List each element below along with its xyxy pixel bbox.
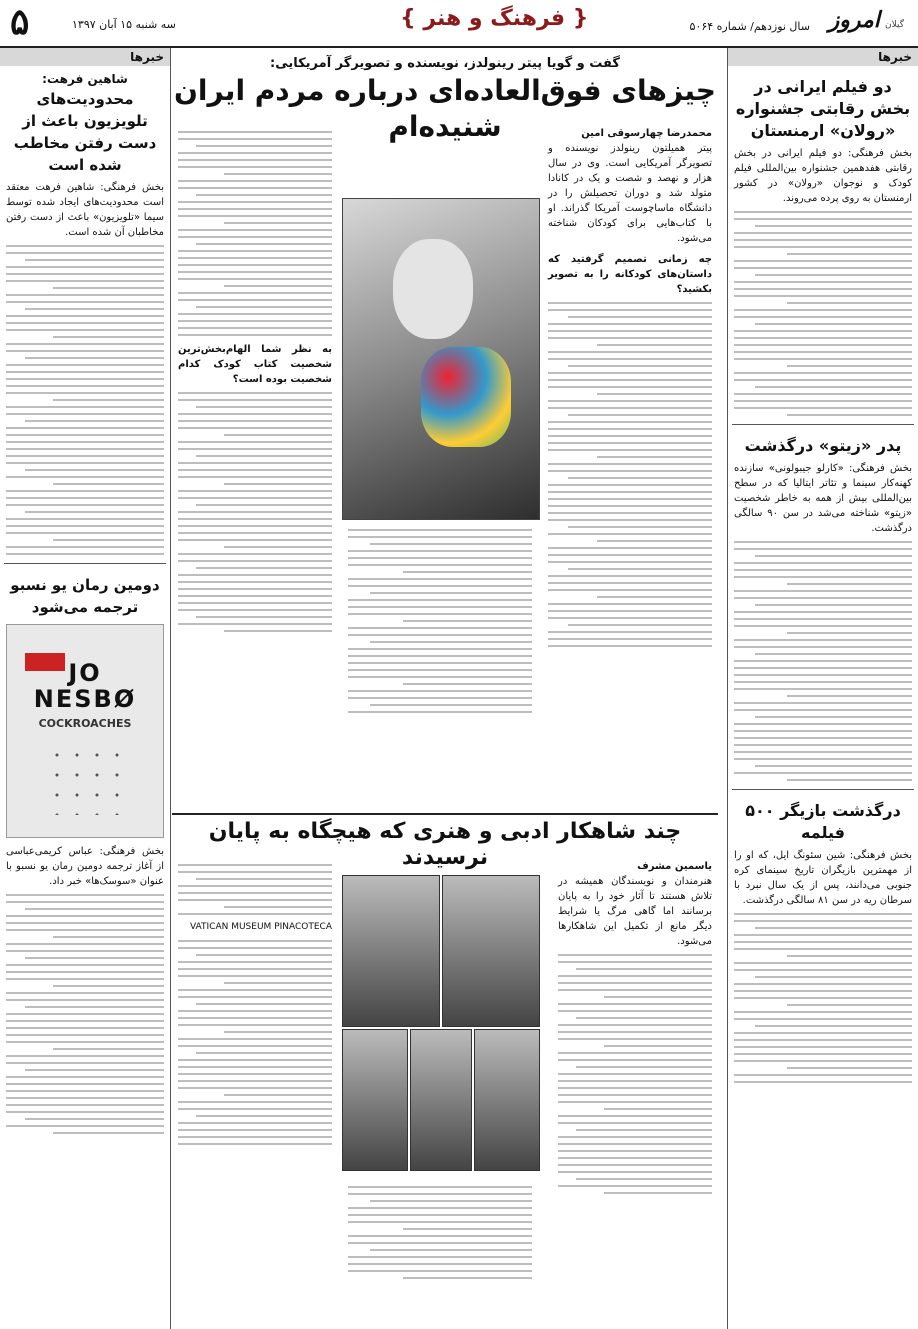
divider [4, 563, 166, 564]
story-title: درگذشت بازیگر ۵۰۰ فیلمه [745, 801, 901, 842]
portrait-photo [410, 1029, 472, 1171]
story-body: بخش فرهنگی: دو فیلم ایرانی در بخش رقابتی هفدهمین جشنواره بین‌المللی فیلم کودک و نوجوان «رولان» در کشور ارمنستان به روی پرده می‌روند. [734, 148, 912, 204]
page-number: ۵ [10, 1, 30, 43]
story-title: دو فیلم ایرانی در بخش رقابتی جشنواره «رولان» ارمنستان [735, 77, 911, 140]
story-body: بخش فرهنگی: شاهین فرهت معتقد است محدودیت‌های ایجاد شده توسط سیما «تلویزیون» باعث از دست رفتن مخاطبان آن شده است. [6, 182, 164, 238]
divider [732, 424, 914, 425]
story-text-block [728, 913, 918, 1083]
interview-text-left [172, 126, 338, 806]
vatican-museum-text: VATICAN MUSEUM [189, 922, 272, 932]
story-title: پدر «زیتو» درگذشت [744, 436, 902, 455]
logo-prefix: گیلان [885, 20, 904, 30]
cockroach-illustration [47, 745, 127, 815]
story-title: دومین رمان یو نسبو ترجمه می‌شود [10, 576, 160, 616]
issue-number: سال نوزدهم/ شماره ۵۰۶۴ [689, 20, 810, 33]
masterpieces-text-center [342, 1181, 538, 1327]
interview-article [172, 48, 718, 808]
divider [732, 789, 914, 790]
portrait-photo [442, 875, 540, 1027]
book-author-last: NESBØ [33, 685, 137, 713]
article-text-block [542, 302, 718, 647]
story-body: بخش فرهنگی: عباس کریمی‌عباسی از آغاز ترجمه دومین رمان یو نسبو با عنوان «سوسک‌ها» خبر داد. [6, 846, 164, 887]
article-byline: محمدرضا چهارسوقی امین [581, 128, 712, 139]
book-title: COCKROACHES [38, 717, 132, 730]
portraits-collage [342, 875, 538, 1175]
interview-text-right [542, 126, 718, 806]
interview-question: به نظر شما الهام‌بخش‌ترین شخصیت کتاب کودک کدام شخصیت بوده است؟ [178, 344, 332, 385]
author-face [393, 239, 473, 339]
issue-date: سه شنبه ۱۵ آبان ۱۳۹۷ [72, 18, 176, 31]
interview-text-center [342, 524, 538, 806]
paint-palette [421, 347, 511, 447]
portrait-photo [342, 875, 440, 1027]
article-title: چند شاهکار ادبی و هنری که هیچگاه به پایان نرسیدند [208, 819, 682, 870]
left-news-column [0, 48, 171, 1329]
newspaper-logo [829, 8, 908, 33]
right-news-column [727, 48, 918, 1329]
news-label: خبرها [728, 48, 918, 66]
pinacoteca-text: PINACOTECA [274, 922, 332, 932]
masterpieces-text-left [172, 859, 338, 1327]
masthead [0, 0, 918, 48]
masterpieces-text-right [552, 859, 718, 1327]
story-text-block [728, 211, 918, 416]
book-badge [25, 653, 65, 671]
book-author-first: JO [68, 659, 102, 687]
portrait-photo [474, 1029, 540, 1171]
article-lead: هنرمندان و نویسندگان همیشه در تلاش هستند تا آثار خود را به پایان برسانند اما گاهی مرگ یا شرایط دیگر مانع از تکمیل این شاهکارها می‌شود. [558, 876, 712, 947]
logo-text: امروز [828, 8, 880, 33]
book-cover [6, 624, 164, 838]
section-title: { فرهنگ و هنر } [400, 6, 589, 31]
masterpieces-article [172, 813, 718, 1329]
news-label: خبرها [0, 48, 170, 66]
story-title: محدودیت‌های تلویزیون باعث از دست رفتن مخاطب شده است [13, 90, 157, 174]
article-lead: پیتر همیلتون رینولدز نویسنده و تصویرگر آمریکایی است. وی در سال هزار و نهصد و شصت و یک در کانادا متولد شد و دوران تحصیلش را در دانشگاه ماساچوست آمریکا گذراند. او با کتاب‌هایی برای کودکان شناخته می‌شود. [548, 143, 712, 244]
author-photo [342, 198, 540, 520]
story-text-block [728, 541, 918, 781]
story-body: بخش فرهنگی: «کارلو جیبولونی» سازنده کهنه‌کار سینما و تئاتر ایتالیا که در سطح بین‌المللی بیش از همه به خاطر شخصیت «زیتو» شناخته می‌شد در سن ۹۰ سالگی درگذشت. [734, 463, 912, 534]
article-title: چیزهای فوق‌العاده‌ای درباره مردم ایران شنیده‌ام [174, 74, 716, 143]
story-kicker: شاهین فرهت: [42, 72, 128, 86]
story-body: بخش فرهنگی: شین سئونگ ایل، که او را از مهمترین بازیگران تاریخ سینمای کره جنوبی می‌دانند، پس از یک سال نبرد با سرطان ریه در سن ۸۱ سالگی درگذشت. [734, 850, 912, 906]
interview-question: چه زمانی تصمیم گرفتید که داستان‌های کودکانه را به تصویر بکشید؟ [548, 254, 712, 295]
article-byline: یاسمین مشرف [637, 861, 712, 872]
portrait-photo [342, 1029, 408, 1171]
article-kicker: گفت و گویا پیتر رینولدز، نویسنده و تصویرگر آمریکایی: [270, 56, 620, 71]
main-column [172, 48, 718, 1329]
